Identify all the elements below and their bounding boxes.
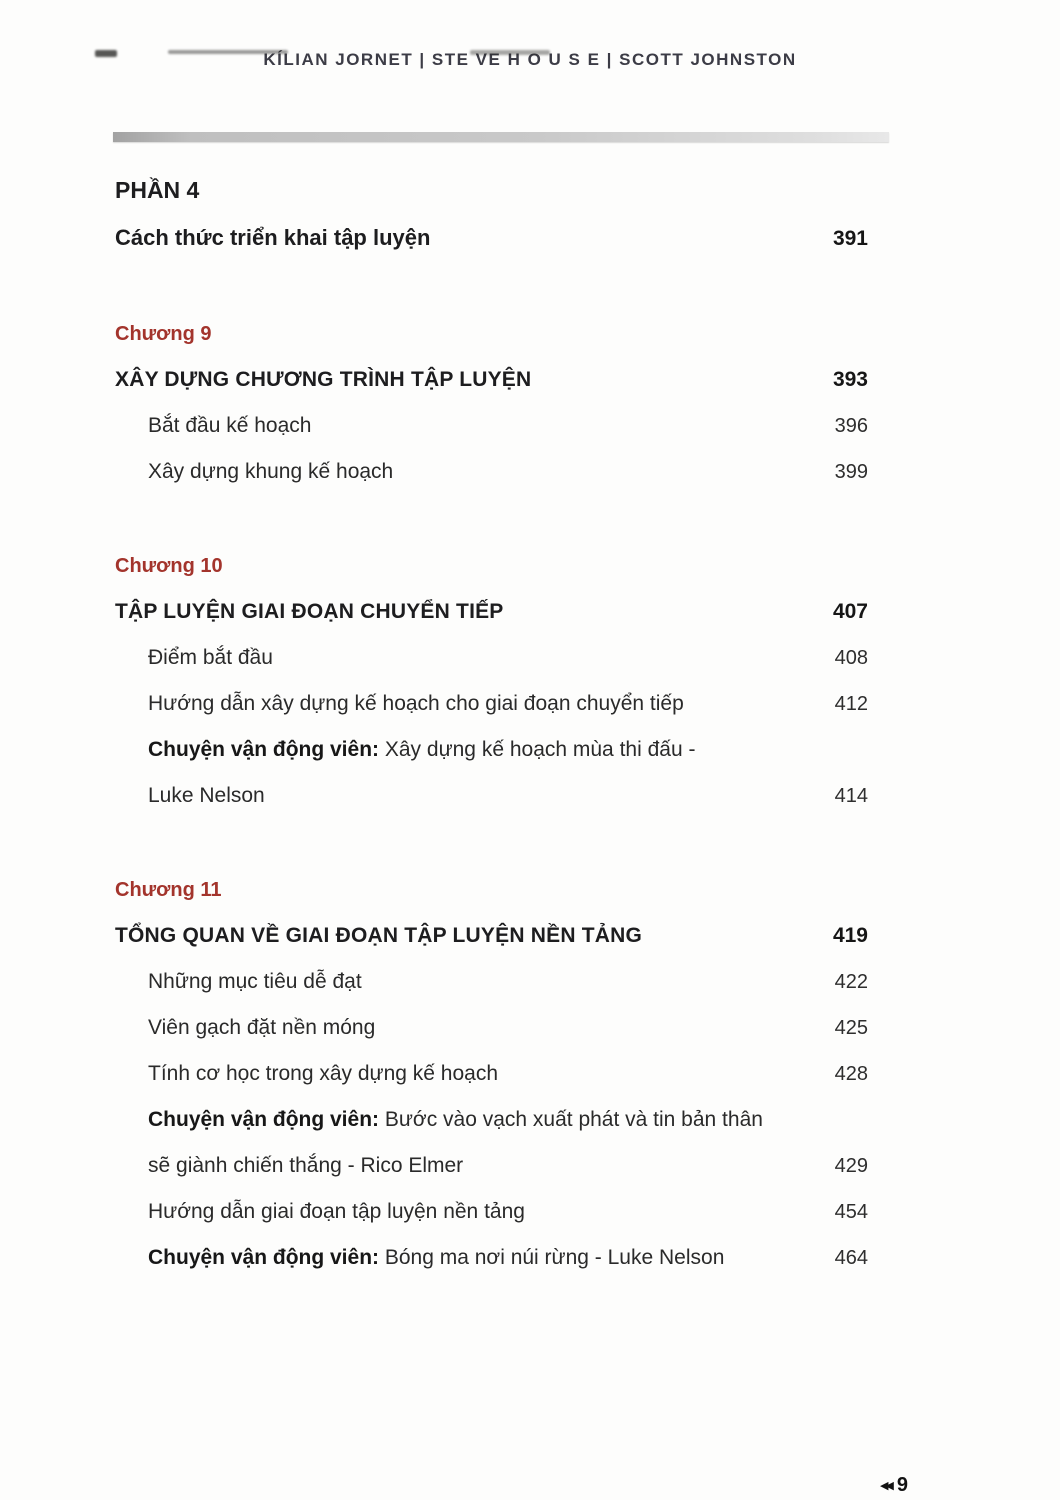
page-number: 422	[834, 971, 868, 993]
page-number: 396	[834, 415, 868, 437]
page-number: 399	[834, 461, 868, 483]
entry-text: sẽ giành chiến thắng - Rico Elmer	[148, 1154, 464, 1177]
chapter-label: Chương 10	[115, 555, 223, 577]
toc-section	[115, 311, 868, 495]
toc-entry	[115, 1097, 868, 1143]
toc-entry	[115, 727, 868, 773]
toc-entry	[115, 1005, 868, 1051]
page-indicator	[880, 1474, 908, 1497]
part-title-row	[115, 214, 868, 263]
entry-text: Hướng dẫn xây dựng kế hoạch cho giai đoạn chuyển tiếp	[148, 692, 684, 715]
chapter-title: TỔNG QUAN VỀ GIAI ĐOẠN TẬP LUYỆN NỀN TẢNG	[115, 924, 643, 947]
entry-text: Chuyện vận động viên: Bóng ma nơi núi rừng - Luke Nelson	[148, 1246, 725, 1269]
page-number: 464	[834, 1247, 868, 1269]
chapter-title: TẬP LUYỆN GIAI ĐOẠN CHUYỂN TIẾP	[115, 600, 504, 623]
toc-entry	[115, 449, 868, 495]
scan-artifact	[95, 50, 117, 57]
toc-entry	[115, 1235, 868, 1281]
page-number: 454	[834, 1201, 868, 1223]
chapter-title-row	[115, 357, 868, 403]
page-number: 412	[834, 693, 868, 715]
entry-text: Tính cơ học trong xây dựng kế hoạch	[148, 1062, 499, 1085]
page-number: 391	[832, 227, 868, 250]
page-number: 429	[834, 1155, 868, 1177]
page-number: 393	[832, 368, 868, 391]
toc-sections	[115, 311, 868, 1281]
divider-bar	[113, 132, 889, 142]
entry-text: Luke Nelson	[148, 784, 265, 807]
page-number: 414	[834, 785, 868, 807]
part-block	[115, 166, 868, 263]
entry-text: Viên gạch đặt nền móng	[148, 1016, 376, 1039]
toc-entry	[115, 635, 868, 681]
toc-entry	[115, 403, 868, 449]
toc-entry	[115, 681, 868, 727]
entry-text: Hướng dẫn giai đoạn tập luyện nền tảng	[148, 1200, 525, 1223]
page-number: 407	[832, 600, 868, 623]
chapter-label: Chương 11	[115, 879, 222, 901]
chapter-title: XÂY DỰNG CHƯƠNG TRÌNH TẬP LUYỆN	[115, 368, 532, 391]
page-number: 428	[834, 1063, 868, 1085]
chapter-title-row	[115, 589, 868, 635]
entry-text: Những mục tiêu dễ đạt	[148, 970, 362, 993]
scan-artifact	[168, 50, 288, 54]
toc-section	[115, 543, 868, 819]
toc-section	[115, 867, 868, 1281]
table-of-contents	[115, 166, 868, 1281]
toc-entry	[115, 773, 868, 819]
running-header: KÍLIAN JORNET | STE VE H O U S E | SCOTT JOHNSTON	[263, 50, 797, 69]
entry-text: Bắt đầu kế hoạch	[148, 414, 312, 437]
page-number: 9	[896, 1474, 908, 1496]
double-left-arrow-icon: ◀◀	[879, 1480, 891, 1492]
part-title: Cách thức triển khai tập luyện	[115, 225, 431, 250]
chapter-title-row	[115, 913, 868, 959]
page-number: 425	[834, 1017, 868, 1039]
chapter-label: Chương 9	[115, 323, 212, 345]
toc-entry	[115, 1189, 868, 1235]
toc-entry	[115, 1051, 868, 1097]
page-number: 419	[832, 924, 868, 947]
entry-text: Điểm bắt đầu	[148, 646, 273, 669]
scan-artifact	[470, 50, 550, 55]
entry-text: Xây dựng khung kế hoạch	[148, 460, 394, 483]
toc-entry	[115, 959, 868, 1005]
entry-text: Chuyện vận động viên: Bước vào vạch xuất phát và tin bản thân	[148, 1108, 763, 1131]
toc-entry	[115, 1143, 868, 1189]
entry-text: Chuyện vận động viên: Xây dựng kế hoạch mùa thi đấu -	[148, 738, 696, 761]
page-number: 408	[834, 647, 868, 669]
part-label: PHẦN 4	[115, 177, 200, 203]
